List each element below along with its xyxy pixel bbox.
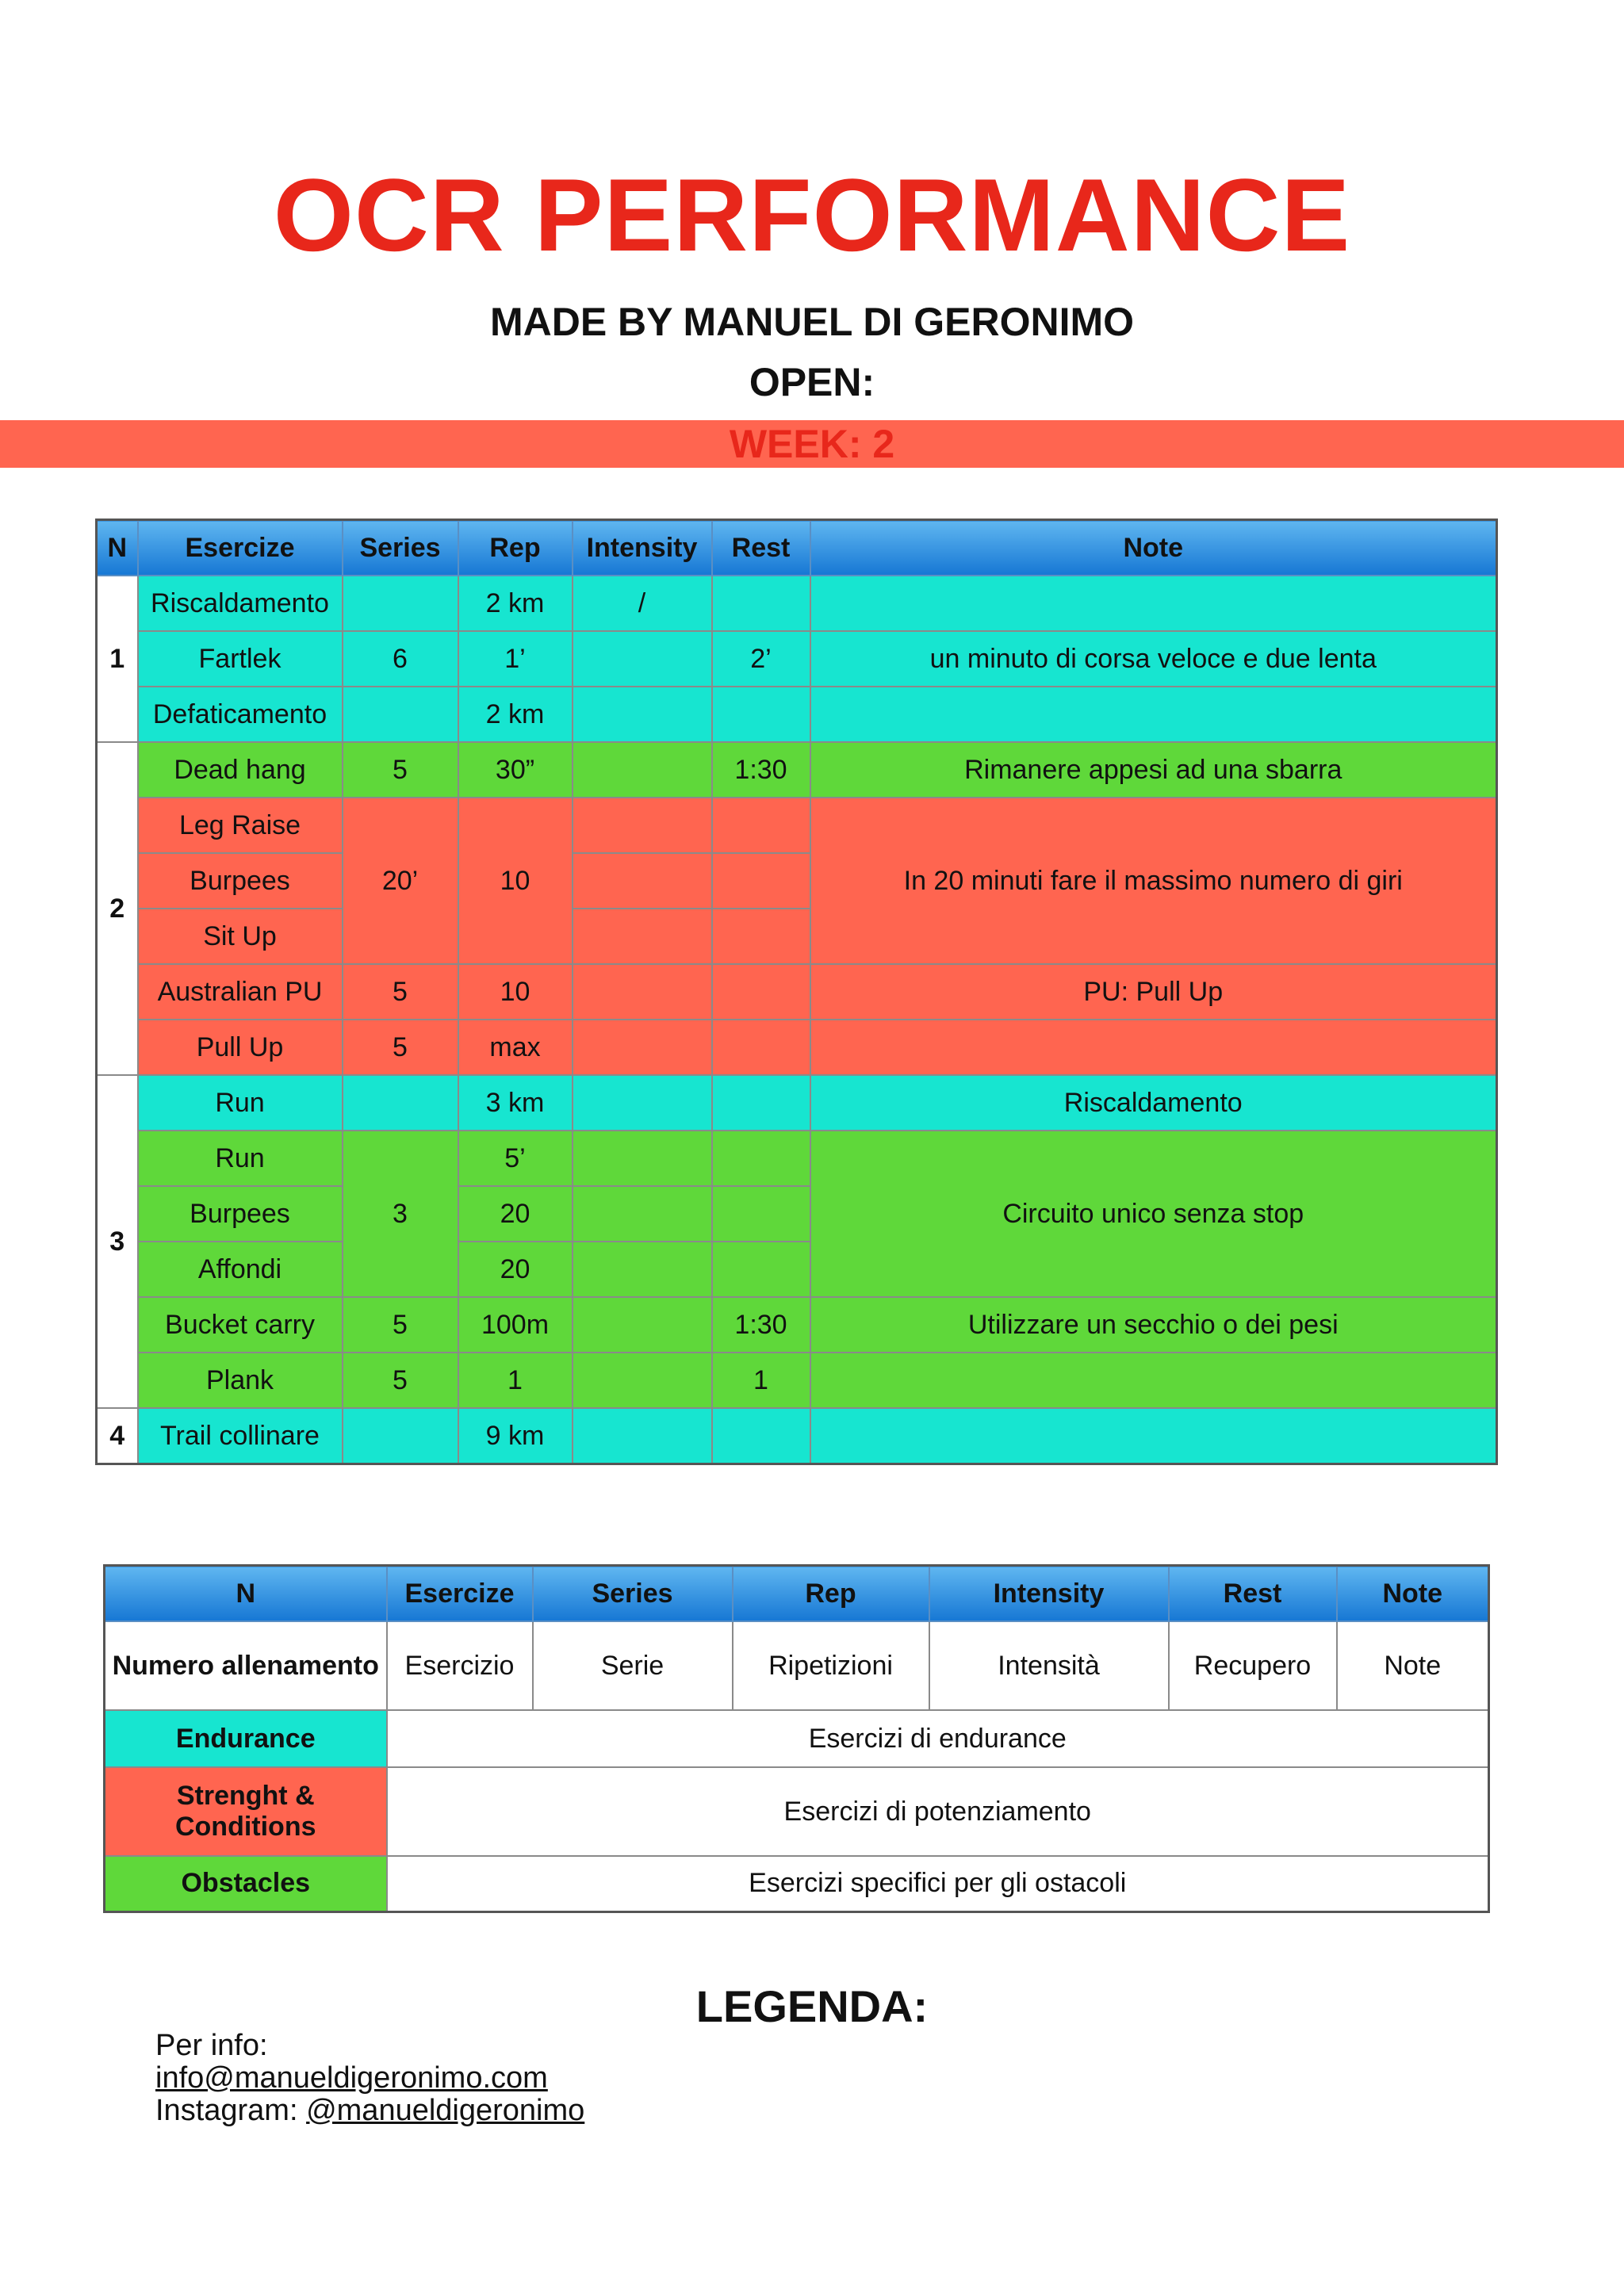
note-cell: Utilizzare un secchio o dei pesi [810, 1297, 1497, 1353]
instagram-label: Instagram: [155, 2094, 307, 2127]
contact-info [155, 2030, 584, 2127]
series-cell: 20’ [343, 798, 458, 964]
session-number: 1 [97, 576, 138, 742]
exercise-cell: Sit Up [138, 909, 343, 964]
series-cell: 5 [343, 1353, 458, 1408]
table-row [97, 1297, 1497, 1353]
legend-cell: Note [1337, 1621, 1489, 1710]
exercise-cell: Burpees [138, 853, 343, 909]
exercise-cell: Run [138, 1075, 343, 1131]
intensity-cell [573, 964, 712, 1020]
col-header-note: Note [810, 520, 1497, 576]
intensity-cell [573, 909, 712, 964]
legend-desc-row [105, 1621, 1489, 1710]
exercise-cell: Bucket carry [138, 1297, 343, 1353]
session-number: 2 [97, 742, 138, 1075]
rep-cell: 3 km [458, 1075, 573, 1131]
rest-cell: 1:30 [712, 1297, 810, 1353]
legend-header-rest: Rest [1169, 1566, 1337, 1622]
rest-cell [712, 1186, 810, 1242]
rest-cell: 1:30 [712, 742, 810, 798]
rep-cell: 30” [458, 742, 573, 798]
note-cell: PU: Pull Up [810, 964, 1497, 1020]
intensity-cell [573, 853, 712, 909]
col-header-n: N [97, 520, 138, 576]
legend-header-rep: Rep [733, 1566, 929, 1622]
table-row [97, 964, 1497, 1020]
legend-table [103, 1564, 1490, 1913]
exercise-cell: Affondi [138, 1242, 343, 1297]
intensity-cell [573, 1020, 712, 1075]
intensity-cell [573, 1297, 712, 1353]
rep-cell: 1 [458, 1353, 573, 1408]
exercise-cell: Pull Up [138, 1020, 343, 1075]
rest-cell [712, 576, 810, 631]
table-row [97, 742, 1497, 798]
note-cell: Riscaldamento [810, 1075, 1497, 1131]
intensity-cell [573, 1353, 712, 1408]
table-header-row [97, 520, 1497, 576]
series-cell [343, 1408, 458, 1464]
instagram-link[interactable]: @manueldigeronimo [306, 2094, 585, 2127]
session-number: 3 [97, 1075, 138, 1408]
col-header-exercise: Esercize [138, 520, 343, 576]
table-row [97, 1131, 1497, 1186]
legend-cell: Serie [533, 1621, 733, 1710]
author-line: MADE BY MANUEL DI GERONIMO [489, 300, 1135, 344]
note-cell: un minuto di corsa veloce e due lenta [810, 631, 1497, 687]
exercise-cell: Defaticamento [138, 687, 343, 742]
note-cell [810, 1353, 1497, 1408]
legend-category-desc: Esercizi di potenziamento [387, 1767, 1489, 1856]
note-cell: In 20 minuti fare il massimo numero di giri [810, 798, 1497, 964]
series-cell: 5 [343, 964, 458, 1020]
series-cell [343, 576, 458, 631]
exercise-cell: Dead hang [138, 742, 343, 798]
rep-cell: 2 km [458, 576, 573, 631]
rest-cell [712, 1020, 810, 1075]
intensity-cell [573, 742, 712, 798]
legend-title: LEGENDA: [695, 1981, 929, 2031]
email-link[interactable]: info@manueldigeronimo.com [155, 2061, 548, 2095]
note-cell: Circuito unico senza stop [810, 1131, 1497, 1297]
rep-cell: 100m [458, 1297, 573, 1353]
note-cell: Rimanere appesi ad una sbarra [810, 742, 1497, 798]
intensity-cell [573, 1186, 712, 1242]
table-row [97, 798, 1497, 853]
level-label: OPEN: [749, 360, 875, 404]
rest-cell [712, 798, 810, 853]
note-cell [810, 687, 1497, 742]
col-header-intensity: Intensity [573, 520, 712, 576]
note-cell [810, 576, 1497, 631]
col-header-rep: Rep [458, 520, 573, 576]
rest-cell [712, 1408, 810, 1464]
rep-cell: max [458, 1020, 573, 1075]
legend-n-desc: Numero allenamento [105, 1621, 387, 1710]
legend-category-obstacles: Obstacles [105, 1856, 387, 1911]
rep-cell: 9 km [458, 1408, 573, 1464]
exercise-cell: Fartlek [138, 631, 343, 687]
exercise-cell: Plank [138, 1353, 343, 1408]
legend-category-endurance: Endurance [105, 1710, 387, 1767]
rest-cell [712, 909, 810, 964]
table-row [97, 631, 1497, 687]
intensity-cell [573, 1408, 712, 1464]
legend-cell: Recupero [1169, 1621, 1337, 1710]
rep-cell: 1’ [458, 631, 573, 687]
page-title: OCR PERFORMANCE [273, 157, 1351, 273]
legend-cell: Intensità [929, 1621, 1169, 1710]
exercise-cell: Run [138, 1131, 343, 1186]
rep-cell: 20 [458, 1186, 573, 1242]
exercise-cell: Leg Raise [138, 798, 343, 853]
legend-category-row [105, 1710, 1489, 1767]
series-cell: 5 [343, 742, 458, 798]
series-cell: 5 [343, 1020, 458, 1075]
rest-cell [712, 853, 810, 909]
exercise-cell: Burpees [138, 1186, 343, 1242]
rest-cell [712, 964, 810, 1020]
week-label: WEEK: 2 [0, 420, 1624, 468]
note-cell [810, 1020, 1497, 1075]
rep-cell: 10 [458, 964, 573, 1020]
note-cell [810, 1408, 1497, 1464]
intensity-cell [573, 687, 712, 742]
rest-cell [712, 1131, 810, 1186]
table-row [97, 1353, 1497, 1408]
intensity-cell [573, 798, 712, 853]
rep-cell: 10 [458, 798, 573, 964]
rest-cell [712, 1075, 810, 1131]
series-cell [343, 687, 458, 742]
table-row [97, 1020, 1497, 1075]
rest-cell: 2’ [712, 631, 810, 687]
intensity-cell [573, 1131, 712, 1186]
legend-header-n: N [105, 1566, 387, 1622]
table-row [97, 1408, 1497, 1464]
legend-header-row [105, 1566, 1489, 1622]
col-header-rest: Rest [712, 520, 810, 576]
session-number: 4 [97, 1408, 138, 1464]
legend-category-row [105, 1767, 1489, 1856]
series-cell: 5 [343, 1297, 458, 1353]
legend-header-series: Series [533, 1566, 733, 1622]
table-row [97, 576, 1497, 631]
legend-category-row [105, 1856, 1489, 1911]
rep-cell: 2 km [458, 687, 573, 742]
series-cell [343, 1075, 458, 1131]
series-cell: 6 [343, 631, 458, 687]
exercise-cell: Australian PU [138, 964, 343, 1020]
rest-cell [712, 687, 810, 742]
info-label: Per info: [155, 2029, 268, 2062]
intensity-cell [573, 631, 712, 687]
legend-category-desc: Esercizi di endurance [387, 1710, 1489, 1767]
exercise-cell: Riscaldamento [138, 576, 343, 631]
intensity-cell [573, 1242, 712, 1297]
legend-header-note: Note [1337, 1566, 1489, 1622]
series-cell: 3 [343, 1131, 458, 1297]
table-row [97, 687, 1497, 742]
table-row [97, 1075, 1497, 1131]
exercise-cell: Trail collinare [138, 1408, 343, 1464]
legend-header-intensity: Intensity [929, 1566, 1169, 1622]
legend-category-strength: Strenght & Conditions [105, 1767, 387, 1856]
rep-cell: 20 [458, 1242, 573, 1297]
legend-category-desc: Esercizi specifici per gli ostacoli [387, 1856, 1489, 1911]
col-header-series: Series [343, 520, 458, 576]
rest-cell: 1 [712, 1353, 810, 1408]
intensity-cell: / [573, 576, 712, 631]
legend-header-exercise: Esercize [387, 1566, 533, 1622]
legend-cell: Ripetizioni [733, 1621, 929, 1710]
rest-cell [712, 1242, 810, 1297]
training-table [95, 519, 1498, 1465]
legend-cell: Esercizio [387, 1621, 533, 1710]
intensity-cell [573, 1075, 712, 1131]
rep-cell: 5’ [458, 1131, 573, 1186]
